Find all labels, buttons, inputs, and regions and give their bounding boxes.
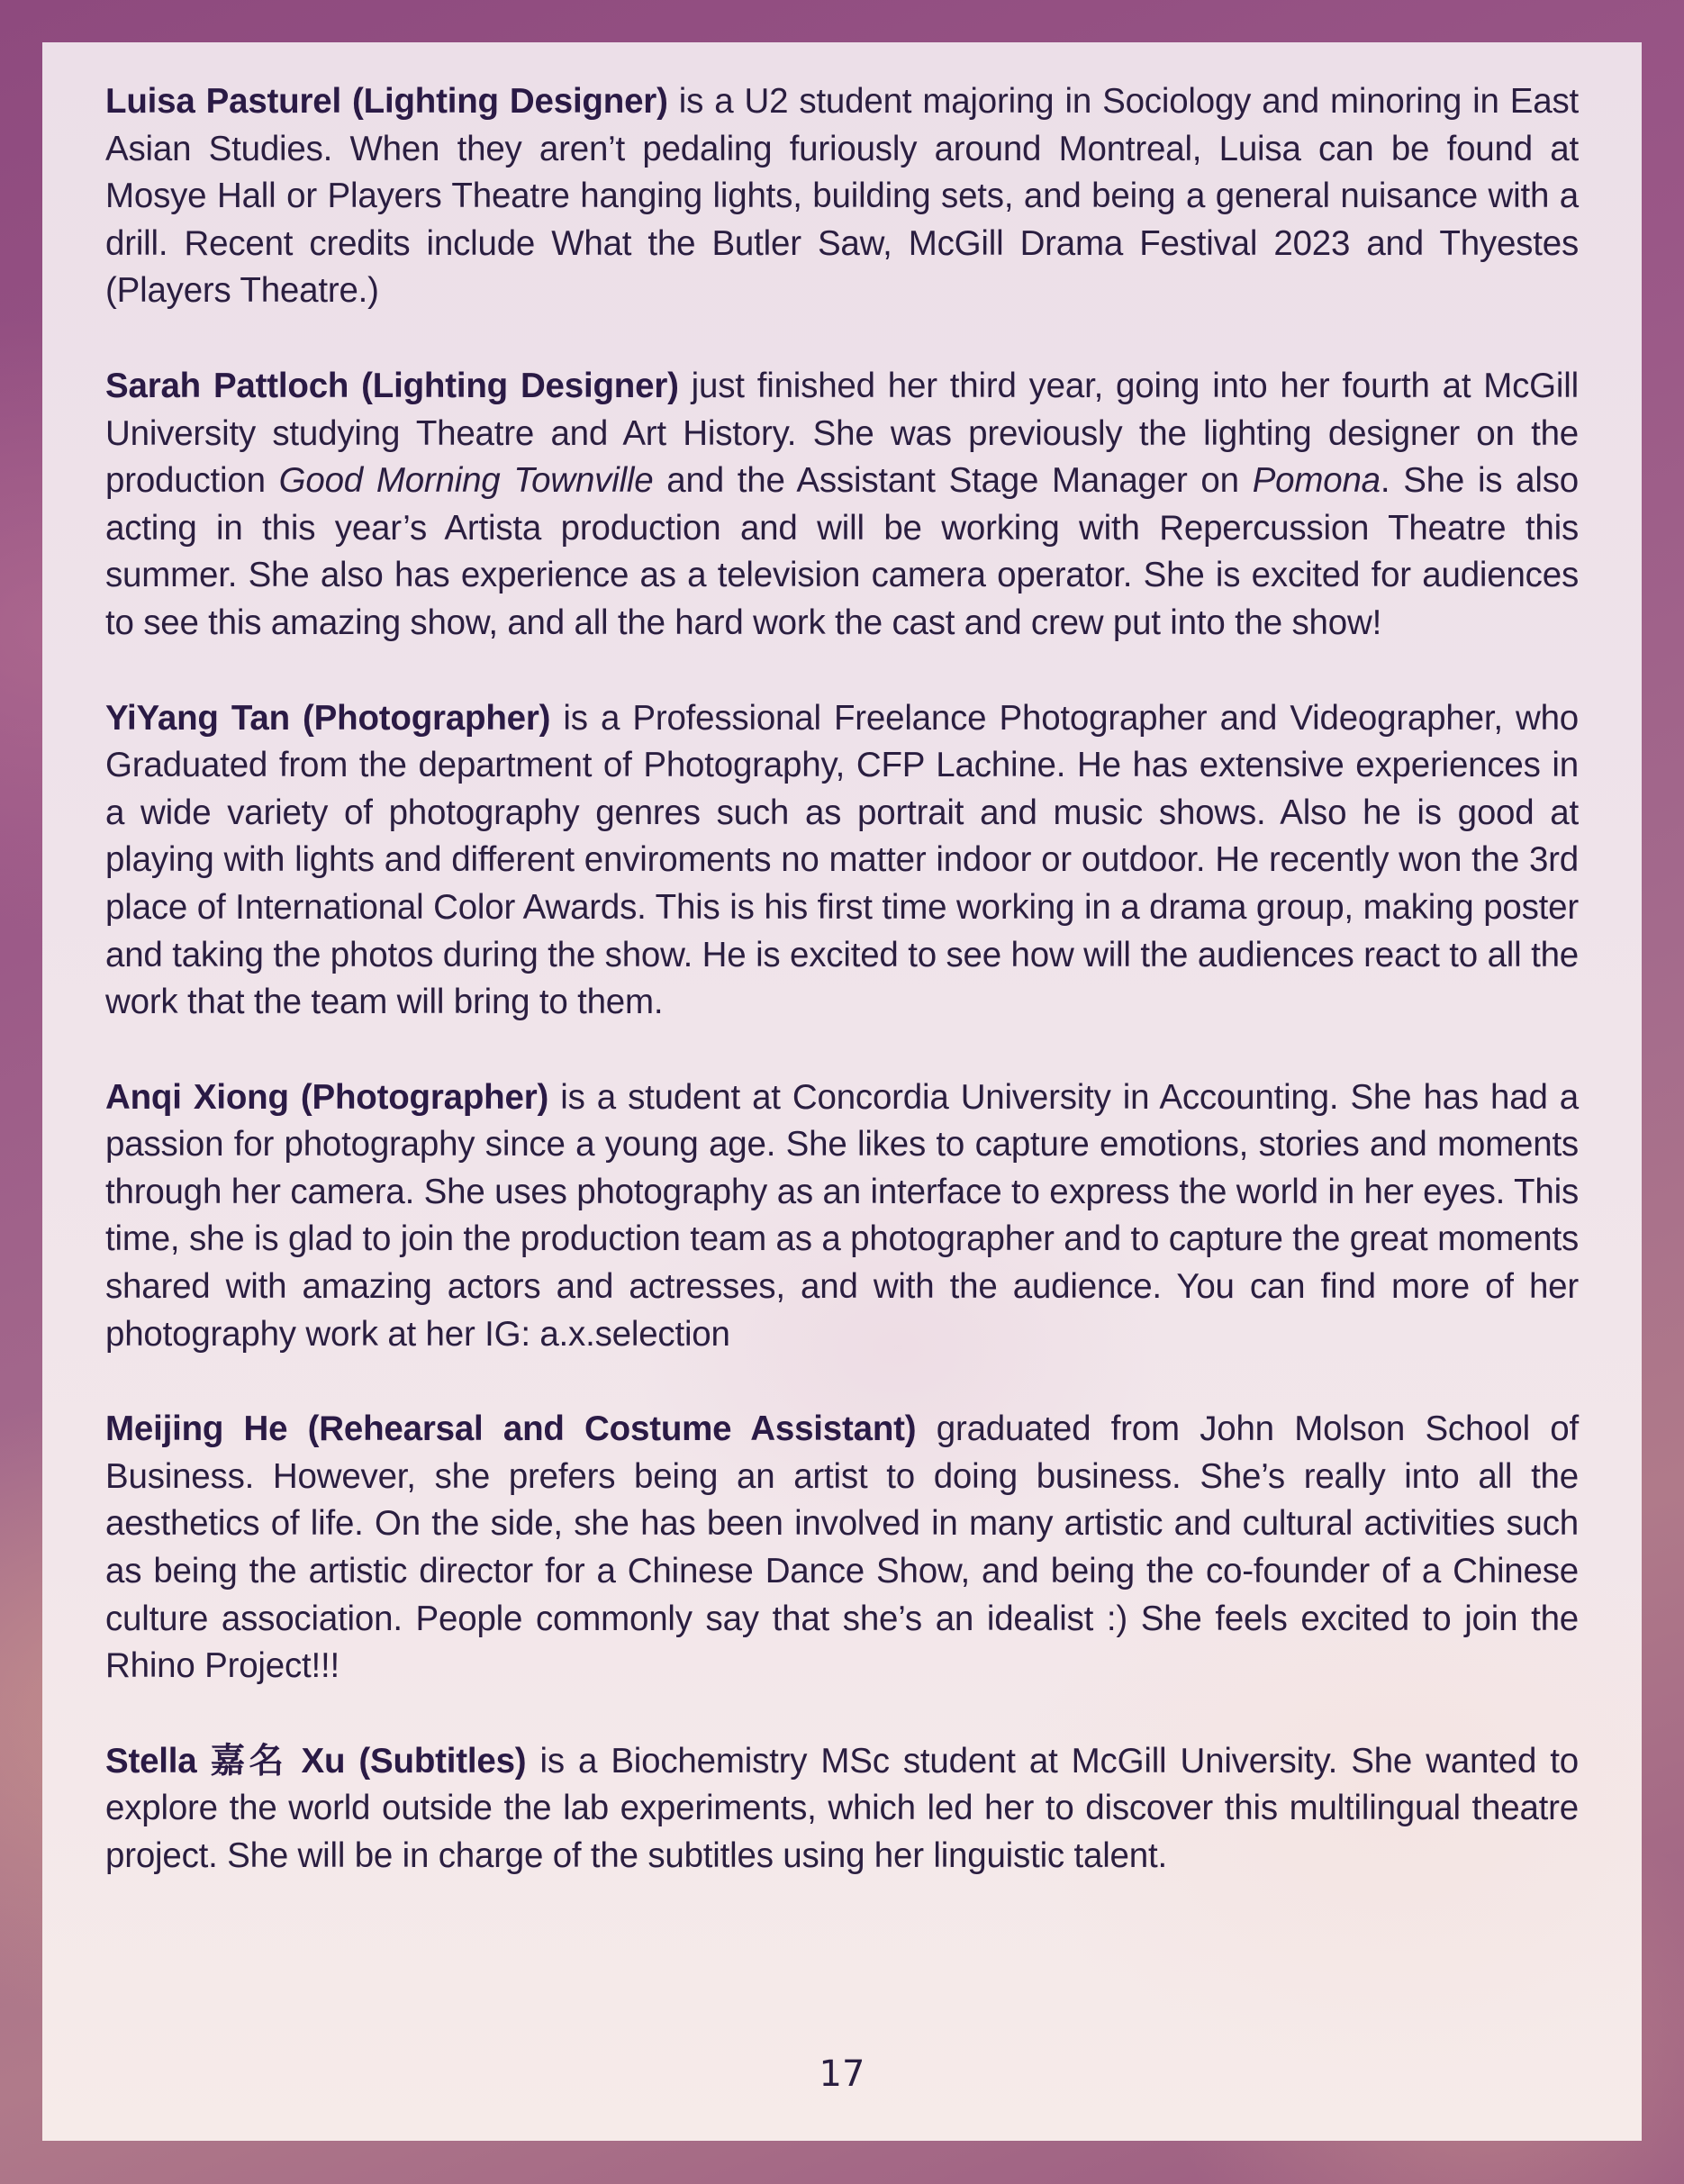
bio-name: Anqi Xiong (Photographer) (105, 1077, 549, 1117)
bio-name: Sarah Pattloch (Lighting Designer) (105, 366, 679, 405)
bio-luisa-pasturel (105, 78, 1579, 315)
bio-name: Stella 嘉名 Xu (Subtitles) (105, 1741, 527, 1781)
page-panel (42, 42, 1642, 2141)
bio-sarah-pattloch (105, 363, 1579, 648)
bio-yiyang-tan (105, 695, 1579, 1027)
page-number: 17 (819, 2053, 865, 2095)
bio-meijing-he (105, 1406, 1579, 1690)
bio-stella-xu (105, 1738, 1579, 1880)
bio-text: is a U2 student majoring in Sociology and minoring in East Asian Studies. When they aren’t pedaling furiously around Montreal, Luisa can be found at Mosye Hall or Players Theatre hanging lights, building sets, and being a general nuisance with a drill. Recent credits include What the Butler Saw, McGill Drama Festival 2023 and Thyestes (Players Theatre.) (105, 82, 1579, 311)
bio-text: . She is also acting in this year’s Artista production and will be working with Repercussion Theatre this summer. She also has experience as a television camera operator. She is excited for audiences to see this amazing show, and all the hard work the cast and crew put into the show! (105, 461, 1579, 642)
bio-name: Meijing He (Rehearsal and Costume Assistant) (105, 1409, 917, 1449)
bio-text: graduated from John Molson School of Business. However, she prefers being an artist to doing business. She’s really into all the aesthetics of life. On the side, she has been involved in many artistic and cultural activities such as being the artistic director for a Chinese Dance Show, and being the co-founder of a Chinese culture association. People commonly say that she’s an idealist :) She feels excited to join the Rhino Project!!! (105, 1409, 1579, 1686)
bio-text: is a Professional Freelance Photographer and Videographer, who Graduated from the department of Photography, CFP Lachine. He has extensive experiences in a wide variety of photography genres such as portrait and music shows. Also he is good at playing with lights and different enviroments no matter indoor or outdoor. He recently won the 3rd place of International Color Awards. This is his first time working in a drama group, making poster and taking the photos during the show. He is excited to see how will the audiences react to all the work that the team will bring to them. (105, 698, 1579, 1022)
bio-name: Luisa Pasturel (Lighting Designer) (105, 82, 668, 121)
bio-name: YiYang Tan (Photographer) (105, 698, 551, 738)
bio-list (105, 78, 1579, 1928)
bio-text: just finished her third year, going into her fourth at McGill University studying Theatre and Art History. She was previously the lighting designer on the production (105, 366, 1579, 501)
bio-text: is a student at Concordia University in Accounting. She has had a passion for photography since a young age. She likes to capture emotions, stories and moments through her camera. She uses photography as an interface to express the world in her eyes. This time, she is glad to join the production team as a photographer and to capture the great moments shared with amazing actors and actresses, and with the audience. You can find more of her photography work at her IG: a.x.selection (105, 1077, 1580, 1354)
bio-anqi-xiong (105, 1074, 1579, 1359)
production-title: Good Morning Townville (278, 461, 654, 501)
bio-text: and the Assistant Stage Manager on (653, 461, 1253, 501)
production-title: Pomona (1252, 461, 1381, 501)
bio-text: is a Biochemistry MSc student at McGill University. She wanted to explore the world outside the lab experiments, which led her to discover this multilingual theatre project. She will be in charge of the subtitles using her linguistic talent. (105, 1741, 1579, 1875)
